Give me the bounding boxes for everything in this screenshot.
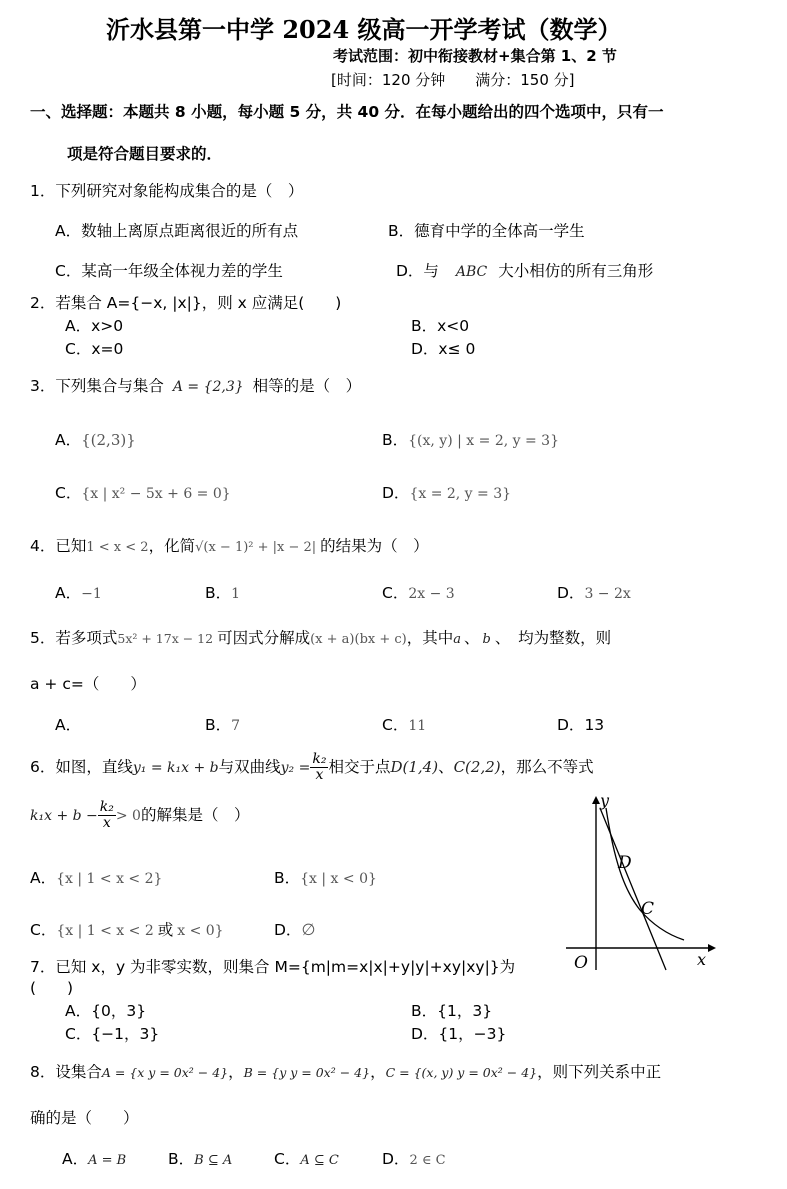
q8-option-c-math: A ⊆ C — [300, 1153, 339, 1168]
q5-stem-line2: a + c=（ ） — [30, 675, 146, 693]
q1-option-d-suffix: 大小相仿的所有三角形 — [498, 262, 654, 280]
graph-x-arrow — [708, 944, 716, 952]
q2-option-d: D．x≤ 0 — [411, 340, 476, 358]
q8-set-c: C = {(x, y) y = 0x² − 4} — [385, 1065, 538, 1080]
graph-point-d-label: D — [618, 853, 632, 873]
q3-option-d-math: {x = 2, y = 3} — [409, 486, 512, 502]
q6-line-eq: y₁ = k₁x + b — [132, 760, 219, 776]
q5-stem-mid1: 可因式分解成 — [217, 629, 311, 647]
q8-stem — [30, 1060, 661, 1082]
q4-stem-suffix: 的结果为（ ） — [320, 537, 429, 555]
q3-option-c — [55, 481, 231, 503]
q6-point-c: C(2,2) — [453, 758, 501, 776]
q2-option-c: C．x=0 — [65, 340, 124, 358]
q2-stem: 2．若集合 A={−x, |x|}，则 x 应满足( ) — [30, 294, 342, 312]
q5-option-d — [557, 713, 604, 735]
q4-option-a — [55, 581, 102, 603]
graph-x-label: x — [697, 950, 707, 969]
q4-option-c-math: 2x − 3 — [408, 586, 455, 602]
q7-option-b: B．{1，3} — [411, 1002, 493, 1020]
section-heading-line1: 一、选择题：本题共 8 小题，每小题 5 分，共 40 分．在每小题给出的四个选项中，只有一 — [30, 103, 664, 121]
q6-ineq-num: k₂ — [99, 799, 114, 815]
q5-option-b-label: B． — [205, 716, 232, 734]
exam-title: 沂水县第一中学 2024 级高一开学考试（数学） — [106, 15, 622, 44]
graph-hyperbola-curve — [606, 808, 684, 940]
section-heading-line2: 项是符合题目要求的． — [67, 145, 223, 163]
q7-option-c: C．{−1，3} — [65, 1025, 160, 1043]
q8-option-b-math: B ⊆ A — [194, 1153, 233, 1168]
q5-var-a: a — [453, 632, 462, 647]
q3-option-a — [55, 428, 136, 450]
q7-option-a: A．{0，3} — [65, 1002, 147, 1020]
q5-stem — [30, 626, 611, 648]
q6-option-a-math: {x | 1 < x < 2} — [56, 871, 163, 887]
q6-ineq-fraction — [98, 800, 116, 831]
q5-option-c-value: 11 — [408, 718, 427, 734]
q8-option-a-label: A． — [62, 1150, 89, 1168]
q6-stem-mid2: 相交于点 — [328, 758, 391, 776]
q5-factor: (x + a)(bx + c) — [310, 632, 407, 647]
q6-stem-line2-suffix: 的解集是（ ） — [140, 806, 250, 824]
q4-condition: 1 < x < 2 — [86, 540, 149, 555]
q7-option-d: D．{1，−3} — [411, 1025, 507, 1043]
q2-option-a: A．x>0 — [65, 317, 124, 335]
q8-comma1: ， — [228, 1063, 244, 1081]
q5-option-d-label: D． — [557, 716, 585, 734]
q6-option-d — [274, 918, 315, 940]
q6-hyp-den: x — [315, 767, 324, 783]
q2-option-b: B．x<0 — [411, 317, 470, 335]
q6-graph — [560, 790, 720, 980]
q3-option-a-label: A． — [55, 431, 82, 449]
graph-point-c-label: C — [641, 899, 655, 919]
q8-option-b — [168, 1147, 232, 1169]
q5-stem-prefix: 5．若多项式 — [30, 629, 118, 647]
q8-option-d — [382, 1147, 446, 1169]
q8-option-b-label: B． — [168, 1150, 195, 1168]
q3-option-d — [382, 481, 511, 503]
q6-option-c-label: C． — [30, 921, 57, 939]
q5-option-a-label: A． — [55, 716, 82, 734]
q5-polynomial: 5x² + 17x − 12 — [117, 631, 214, 646]
q1-option-c: C．某高一年级全体视力差的学生 — [55, 262, 283, 280]
q4-stem-prefix: 4．已知 — [30, 537, 87, 555]
graph-y-label: y — [600, 791, 610, 810]
q1-stem: 1．下列研究对象能构成集合的是（ ） — [30, 182, 304, 200]
q7-paren: ( ) — [30, 979, 74, 997]
q6-option-b — [274, 866, 377, 888]
q6-hyp-num: k₂ — [312, 751, 327, 767]
q1-option-d-prefix: D．与 — [396, 262, 439, 280]
q8-stem-suffix: ，则下列关系中正 — [537, 1063, 662, 1081]
q1-option-a: A．数轴上离原点距离很近的所有点 — [55, 222, 299, 240]
q6-option-c-or: 或 — [157, 921, 174, 939]
q4-option-a-label: A． — [55, 584, 82, 602]
q5-option-d-value: 13 — [584, 716, 605, 734]
q5-var-b: b — [482, 632, 491, 647]
q4-option-d-math: 3 − 2x — [584, 586, 631, 602]
q8-option-d-math: 2 ∈ C — [409, 1153, 446, 1168]
q5-stem-suffix: 、 均为整数，则 — [494, 629, 612, 647]
q5-sep: 、 — [464, 629, 480, 647]
q6-option-c-math: {x | 1 < x < 2 — [56, 923, 154, 939]
q6-option-d-label: D． — [274, 921, 302, 939]
q3-option-c-math: {x | x² − 5x + 6 = 0} — [81, 486, 231, 502]
q3-stem-prefix: 3．下列集合与集合 — [30, 377, 164, 395]
q6-ineq-den: x — [102, 815, 111, 831]
q1-option-b: B．德育中学的全体高一学生 — [388, 222, 585, 240]
q6-stem-suffix: ，那么不等式 — [500, 758, 594, 776]
q8-set-b: B = {y y = 0x² − 4} — [243, 1065, 371, 1080]
q6-option-b-label: B． — [274, 869, 301, 887]
q6-stem-line2 — [30, 800, 249, 831]
q1-option-d — [396, 259, 653, 281]
q6-hyp-fraction — [310, 752, 328, 783]
q4-option-d — [557, 581, 631, 603]
q8-stem-prefix: 8．设集合 — [30, 1063, 102, 1081]
q5-option-c — [382, 713, 426, 735]
q6-hyp-lhs: y₂ = — [280, 760, 311, 776]
q3-option-b-label: B． — [382, 431, 409, 449]
q5-option-a — [55, 713, 81, 735]
q6-ineq-rhs: > 0 — [115, 808, 141, 824]
q5-option-c-label: C． — [382, 716, 409, 734]
q3-stem-suffix: 相等的是（ ） — [252, 377, 362, 395]
q4-option-b-math: 1 — [231, 586, 241, 602]
q3-option-a-math: {(2,3)} — [81, 431, 136, 449]
q6-point-d: D(1,4) — [390, 758, 439, 776]
q3-option-d-label: D． — [382, 484, 410, 502]
q1-option-d-math: ABC — [455, 264, 488, 280]
q3-option-b-math: {(x, y) | x = 2, y = 3} — [408, 433, 559, 449]
q6-option-c-math2: x < 0} — [177, 923, 224, 939]
q6-option-c — [30, 918, 224, 940]
q8-stem-line2: 确的是（ ） — [30, 1109, 139, 1127]
q6-stem — [30, 752, 594, 783]
q3-stem — [30, 374, 361, 396]
q6-ineq-lhs: k₁x + b − — [30, 808, 98, 824]
graph-origin-label: O — [574, 953, 588, 973]
q6-stem-prefix: 6．如图，直线 — [30, 758, 133, 776]
graph-y-arrow — [592, 796, 600, 804]
q5-option-b-value: 7 — [231, 718, 241, 734]
q5-stem-mid2: ，其中 — [406, 629, 454, 647]
exam-scope: 考试范围：初中衔接教材+集合第 1、2 节 — [333, 47, 617, 65]
q6-option-d-math: ∅ — [301, 920, 316, 939]
q4-option-c — [382, 581, 455, 603]
q4-option-c-label: C． — [382, 584, 409, 602]
graph-line — [600, 808, 666, 970]
q3-option-c-label: C． — [55, 484, 82, 502]
q7-stem: 7．已知 x，y 为非零实数，则集合 M={m|m=x|x|+y|y|+xy|xy|}为 — [30, 958, 516, 976]
q4-stem — [30, 534, 429, 556]
q4-option-b-label: B． — [205, 584, 232, 602]
q4-option-a-math: −1 — [81, 586, 102, 602]
exam-time-score: [时间：120 分钟 满分：150 分] — [331, 71, 575, 89]
q3-option-b — [382, 428, 559, 450]
q4-option-b — [205, 581, 240, 603]
q8-comma2: ， — [370, 1063, 386, 1081]
q4-expression: √(x − 1)² + |x − 2| — [195, 540, 317, 555]
q3-stem-math: A = {2,3} — [172, 379, 244, 395]
q4-stem-mid: ，化简 — [148, 537, 196, 555]
q8-option-a — [62, 1147, 126, 1169]
q6-stem-mid1: 与双曲线 — [218, 758, 281, 776]
q8-option-c — [274, 1147, 339, 1169]
q8-option-a-math: A = B — [88, 1153, 127, 1168]
q6-option-a — [30, 866, 162, 888]
q8-option-c-label: C． — [274, 1150, 301, 1168]
q8-option-d-label: D． — [382, 1150, 410, 1168]
q6-sep: 、 — [438, 758, 454, 776]
q4-option-d-label: D． — [557, 584, 585, 602]
q6-option-a-label: A． — [30, 869, 57, 887]
q6-option-b-math: {x | x < 0} — [300, 871, 377, 887]
q8-set-a: A = {x y = 0x² − 4} — [101, 1065, 229, 1080]
q5-option-b — [205, 713, 240, 735]
